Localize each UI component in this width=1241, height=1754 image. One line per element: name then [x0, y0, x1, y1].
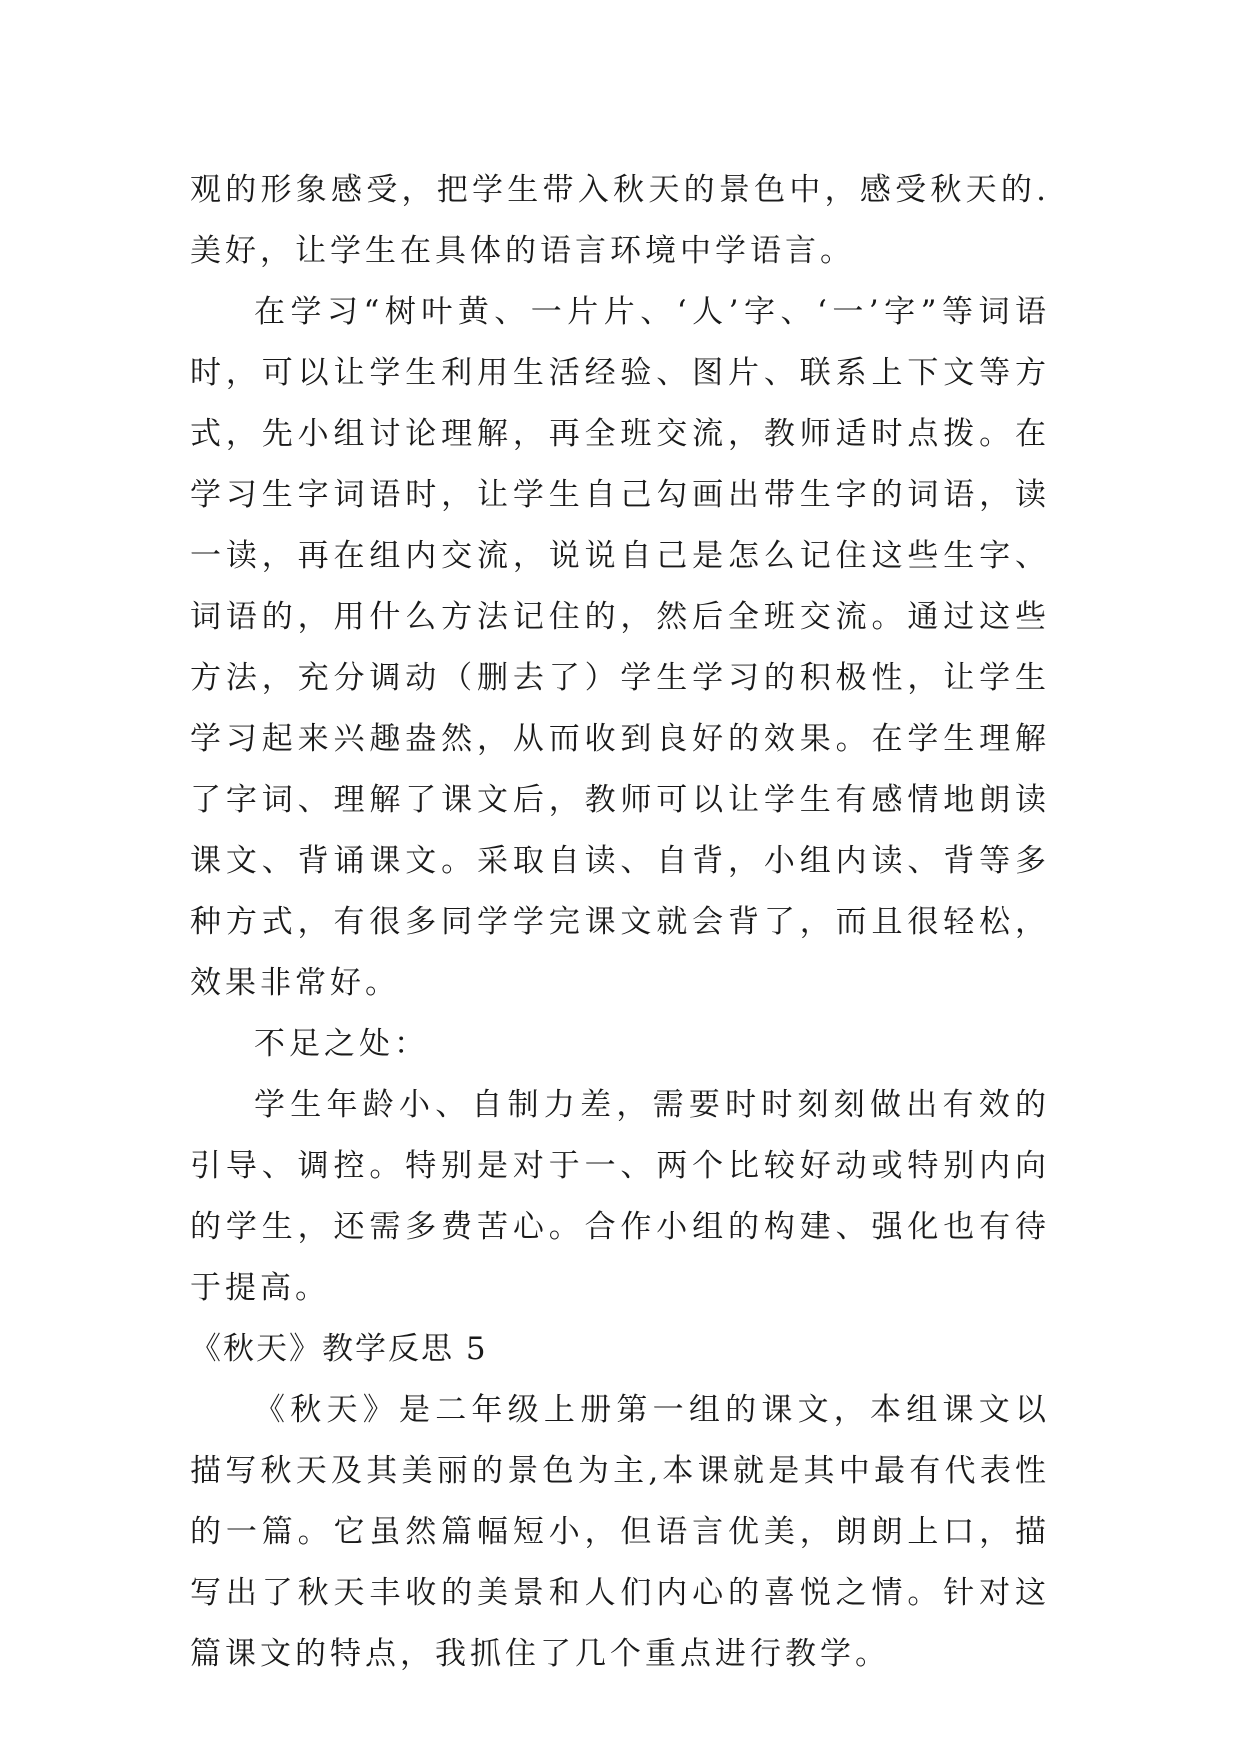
paragraph-continued: 观的形象感受，把学生带入秋天的景色中，感受秋天的.美好，让学生在具体的语言环境中学语言。 — [190, 172, 1050, 269]
paragraph-introduction: 《秋天》是二年级上册第一组的课文，本组课文以描写秋天及其美丽的景色为主,本课就是其中最有代表性的一篇。它虽然篇幅短小，但语言优美，朗朗上口，描写出了秋天丰收的美景和人们内心的喜悦之情。针对这篇课文的特点，我抓住了几个重点进行教学。 — [190, 1392, 1050, 1672]
paragraph-shortcomings-label: 不足之处： — [254, 1026, 429, 1062]
paragraph-vocabulary-learning: 在学习“树叶黄、一片片、‘人’字、‘一’字”等词语时，可以让学生利用生活经验、图片、联系上下文等方式，先小组讨论理解，再全班交流，教师适时点拨。在学习生字词语时，让学生自己勾画出带生字的词语，读一读，再在组内交流，说说自己是怎么记住这些生字、词语的，用什么方法记住的，然后全班交流。通过这些方法，充分调动（删去了）学生学习的积极性，让学生学习起来兴趣盎然，从而收到良好的效果。在学生理解了字词、理解了课文后，教师可以让学生有感情地朗读课文、背诵课文。采取自读、自背，小组内读、背等多种方式，有很多同学学完课文就会背了，而且很轻松，效果非常好。 — [190, 294, 1050, 1001]
document-body — [190, 160, 1050, 1685]
paragraph-shortcomings: 学生年龄小、自制力差，需要时时刻刻做出有效的引导、调控。特别是对于一、两个比较好动或特别内向的学生，还需多费苦心。合作小组的构建、强化也有待于提高。 — [190, 1087, 1050, 1306]
section-heading: 《秋天》教学反思 5 — [190, 1331, 488, 1367]
